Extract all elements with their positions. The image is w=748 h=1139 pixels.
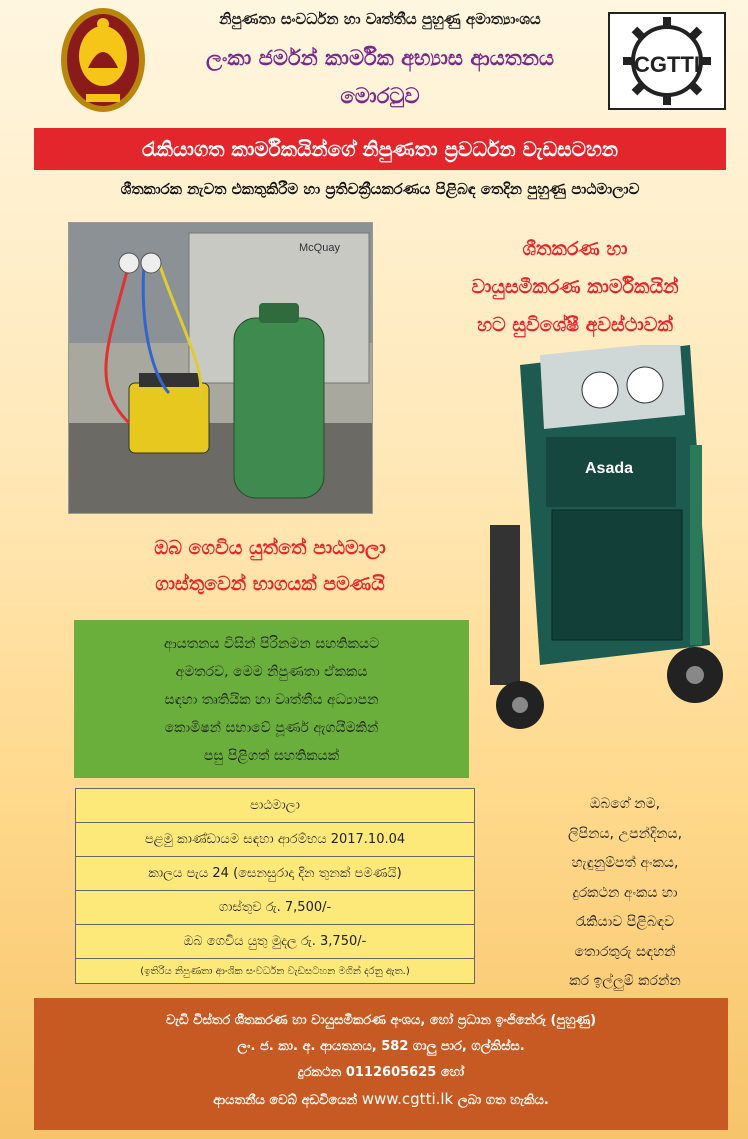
fee-note-line: ඔබ ගෙවිය යුත්තේ පාඨමාලා [154, 537, 386, 559]
certificate-line: පසු පිළිගත් සහතිකයක් [203, 748, 340, 764]
instruction-line: රැකියාව පිළිබඳව [575, 914, 675, 930]
instruction-line: ඔබගේ නම, [589, 796, 661, 812]
promo-line: ශීතකරණ හා [522, 238, 628, 260]
certificate-line: අමතරව, මෙම නිපුණතා ඒකකය [175, 664, 368, 680]
certificate-line: කොමිෂන් සභාවේ පූර්ණ ඇගයීමකින් [164, 720, 379, 736]
promo-line: වායුසමීකරණ කාර්මිකයින් [471, 276, 679, 298]
website-link[interactable]: www.cgtti.lk [361, 1090, 454, 1108]
instruction-line: ලිපිනය, උපන්දිනය, [567, 825, 683, 842]
certificate-line: ආයතනය විසින් පිරිනමන සහතිකයට [163, 636, 380, 652]
cgtti-logo [608, 12, 726, 110]
ministry-name: නිපුණතා සංවර්ධන හා වෘත්තීය පුහුණු අමාත්‍යාංශය [219, 10, 541, 28]
footer-web-line [34, 1086, 728, 1114]
gear-icon [610, 14, 724, 108]
fee-note [70, 530, 470, 602]
instruction-line: කර ඉල්ලුම් කරන්න [569, 973, 681, 989]
program-title-banner: රැකියාගත කාර්මිකයින්ගේ නිපුණතා ප්‍රවර්ධන වැඩසටහන [34, 128, 726, 170]
application-instructions [520, 790, 730, 997]
course-subtitle: ශීතකාරක නැවත එකතුකිරීම හා ප්‍රතිචක්‍රීයකරණය පිළිබඳ තෙදින පුහුණු පාඨමාලාව [120, 180, 640, 198]
header [0, 0, 748, 120]
instruction-line: දුරකථන අංකය හා [572, 884, 678, 901]
recovery-unit-photo [68, 222, 373, 514]
asada-machine-photo [480, 345, 735, 760]
footer-line: ලං. ජ. කා. අ. ආයතනය, 582 ගාලු පාර, ගල්කිස්ස. [237, 1039, 525, 1054]
table-row: පළමු කාණ්ඩායම සඳහා ආරම්භය 2017.10.04 [76, 823, 474, 857]
footer-web-suffix: ලබා ගත හැකිය. [453, 1093, 549, 1108]
course-details-table [75, 788, 475, 984]
table-row: පාඨමාලා [76, 789, 474, 823]
fee-note-line: ගාස්තුවෙන් භාගයක් පමණයි [155, 573, 385, 595]
instruction-line: හැඳුනුම්පත් අංකය, [571, 855, 679, 871]
promo-text [420, 230, 730, 344]
machine-brand-label: Asada [585, 460, 634, 477]
certificate-line: සඳහා තෘතියික හා වෘත්තීය අධ්‍යාපන [164, 692, 379, 708]
footer-web-prefix: ආයතනීය වෙබ් අඩවියෙන් [213, 1093, 362, 1108]
institute-name: ලංකා ජර්මන් කාර්මික අභ්‍යාස ආයතනය [206, 46, 554, 70]
unit-brand-label: McQuay [299, 242, 340, 254]
national-emblem-icon [58, 6, 148, 114]
instruction-line: තොරතුරු සඳහන් [574, 943, 676, 960]
promo-line: හට සුවිශේෂී අවස්ථාවක් [477, 314, 673, 336]
certificate-info-box [74, 620, 469, 778]
footer-contact [34, 998, 728, 1130]
table-row: කාලය පැය 24 (සෙනසුරාදා දින තුනක් පමණයි) [76, 857, 474, 891]
institute-location: මොරටුව [340, 84, 420, 108]
footer-line: වැඩි විස්තර ශීතකරණ හා වායුසමීකරණ අංශය, හෝ ප්‍රධාන ඉංජිනේරු (පුහුණු) [165, 1013, 597, 1028]
table-row: ගාස්තුව රු. 7,500/- [76, 891, 474, 925]
footer-line: දුරකථන 0112605625 හෝ [297, 1065, 465, 1080]
table-row: ඔබ ගෙවිය යුතු මුදල රු. 3,750/- [76, 925, 474, 959]
logo-text: CGTTI [634, 52, 700, 77]
table-row: (ඉතිරිය නිපුණතා ආංශික සංවර්ධන වැඩසටහන මගින් දරනු ඇත.) [140, 966, 410, 977]
